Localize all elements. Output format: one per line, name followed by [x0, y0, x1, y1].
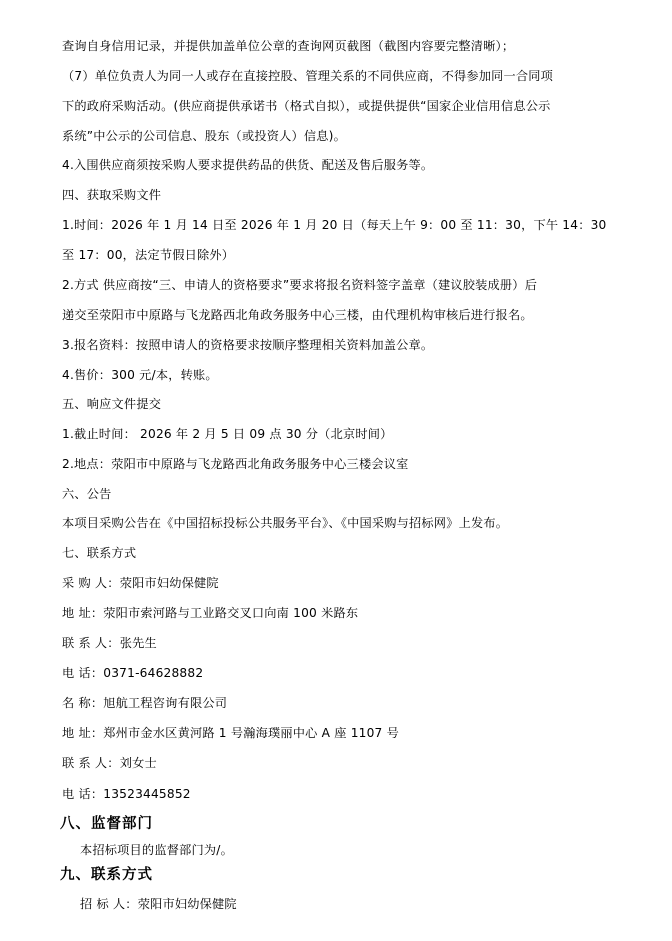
supervision-text: 本招标项目的监督部门为/。	[80, 843, 233, 857]
contact-row	[62, 695, 227, 711]
text-line: 至 17：00，法定节假日除外）	[62, 248, 235, 262]
text-line: 本项目采购公告在《中国招标投标公共服务平台》、《中国采购与招标网》上发布。	[62, 516, 509, 530]
text-line: 4.售价：300 元/本，转账。	[62, 368, 218, 382]
contact-value: 张先生	[119, 636, 157, 650]
contact-row	[62, 665, 203, 681]
text-line: 3.报名资料：按照申请人的资格要求按顺序整理相关资料加盖公章。	[62, 338, 434, 352]
contact-label: 电 话：	[62, 666, 104, 680]
text-line: 递交至荥阳市中原路与飞龙路西北角政务服务中心三楼，由代理机构审核后进行报名。	[62, 308, 533, 322]
contact-label: 联 系 人：	[62, 756, 120, 770]
contact-value: 荥阳市索河路与工业路交叉口向南 100 米路东	[103, 606, 359, 620]
contact-label: 地 址：	[62, 726, 104, 740]
contact-label: 联 系 人：	[62, 636, 120, 650]
contact-label: 采 购 人：	[62, 576, 120, 590]
section-heading-9: 九、联系方式	[60, 867, 153, 883]
text-line: 2.地点：荥阳市中原路与飞龙路西北角政务服务中心三楼会议室	[62, 457, 409, 471]
contact-value: 刘女士	[119, 756, 157, 770]
tenderer-value: 荥阳市妇幼保健院	[137, 897, 237, 911]
contact-row	[62, 605, 358, 621]
contact-value: 0371-64628882	[103, 666, 204, 680]
text-line: 查询自身信用记录，并提供加盖单位公章的查询网页截图（截图内容要完整清晰）；	[62, 39, 515, 53]
text-line: 系统”中公示的公司信息、股东（或投资人）信息)。	[62, 129, 346, 143]
section-heading-7: 七、联系方式	[62, 546, 137, 560]
contact-row	[62, 755, 157, 771]
text-line: （7）单位负责人为同一人或存在直接控股、管理关系的不同供应商，不得参加同一合同项	[62, 69, 554, 83]
contact-value: 13523445852	[103, 787, 191, 801]
text-line: 1.时间：2026 年 1 月 14 日至 2026 年 1 月 20 日（每天上午 9：00 至 11：30，下午 14：30	[62, 218, 607, 232]
contact-label: 电 话：	[62, 787, 104, 801]
section-heading-5: 五、响应文件提交	[62, 397, 162, 411]
contact-row	[62, 635, 157, 651]
contact-row	[62, 575, 219, 591]
contact-value: 荥阳市妇幼保健院	[119, 576, 219, 590]
text-line: 下的政府采购活动。(供应商提供承诺书（格式自拟），或提供提供“国家企业信用信息公示	[62, 99, 551, 113]
tenderer-label: 招 标 人：	[80, 897, 138, 911]
section-heading-8: 八、监督部门	[60, 816, 153, 832]
text-line: 4.入围供应商须按采购人要求提供药品的供货、配送及售后服务等。	[62, 158, 434, 172]
text-line: 2.方式 供应商按“三、申请人的资格要求”要求将报名资料签字盖章（建议胶装成册）后	[62, 278, 538, 292]
contact-row	[62, 725, 399, 741]
text-line: 1.截止时间： 2026 年 2 月 5 日 09 点 30 分（北京时间）	[62, 427, 393, 441]
contact-row	[62, 786, 191, 802]
section-heading-6: 六、公告	[62, 487, 112, 501]
tenderer-row	[80, 896, 237, 912]
contact-value: 旭航工程咨询有限公司	[103, 696, 228, 710]
contact-label: 名 称：	[62, 696, 104, 710]
section-heading-4: 四、获取采购文件	[62, 188, 162, 202]
contact-label: 地 址：	[62, 606, 104, 620]
contact-value: 郑州市金水区黄河路 1 号瀚海璞丽中心 A 座 1107 号	[103, 726, 399, 740]
